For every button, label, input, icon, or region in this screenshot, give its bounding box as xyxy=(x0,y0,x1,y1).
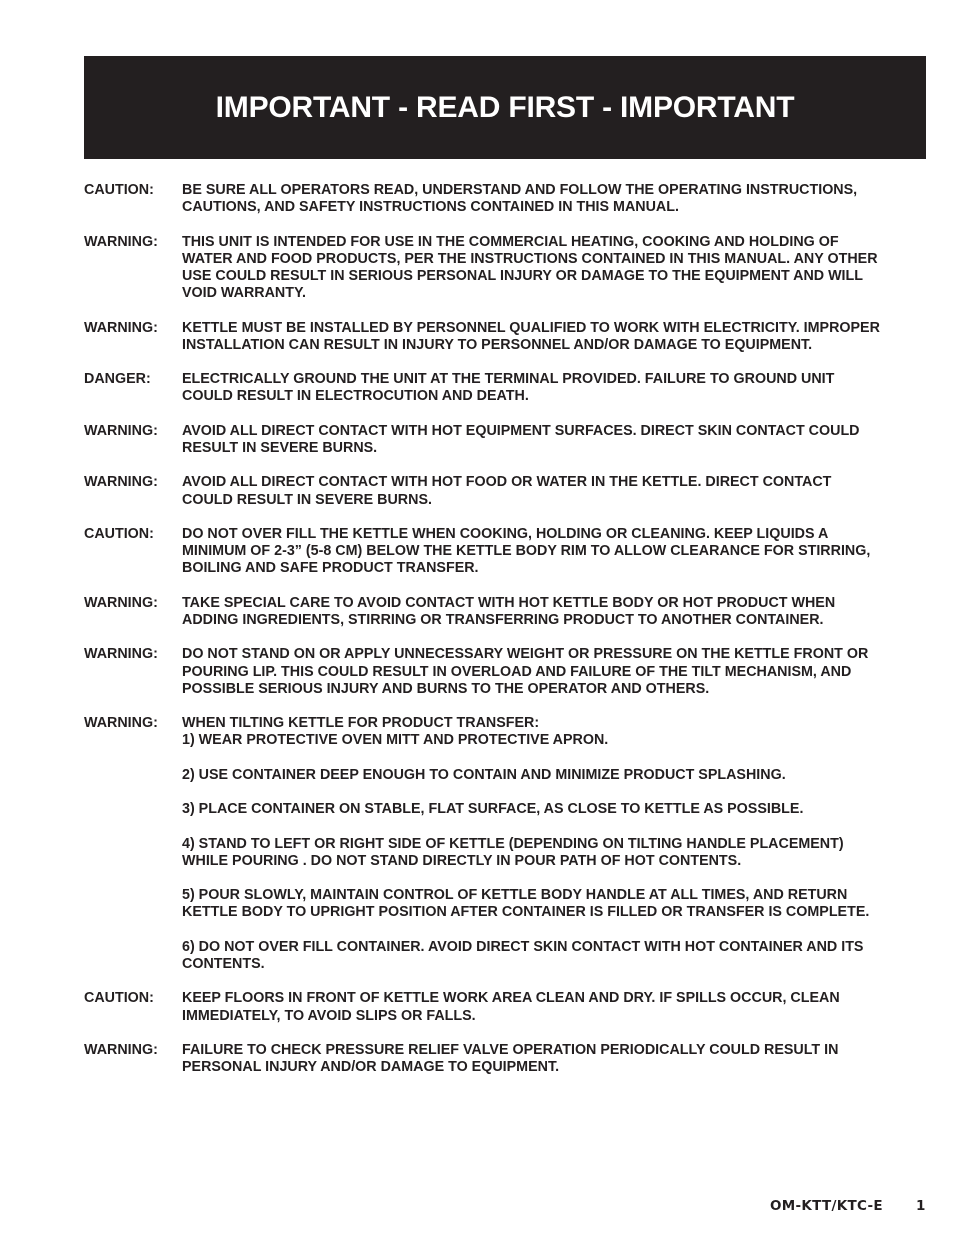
notice-text xyxy=(182,1042,926,1076)
notice-text-line: ADDING INGREDIENTS, STIRRING OR TRANSFERRING PRODUCT TO ANOTHER CONTAINER. xyxy=(182,611,824,628)
notice-label: CAUTION: xyxy=(84,990,154,1007)
notice-text-line: FAILURE TO CHECK PRESSURE RELIEF VALVE OPERATION PERIODICALLY COULD RESULT IN xyxy=(182,1041,839,1058)
notice-text xyxy=(182,182,926,216)
notice-text-line: 6) DO NOT OVER FILL CONTAINER. AVOID DIRECT SKIN CONTACT WITH HOT CONTAINER AND ITS xyxy=(182,938,864,955)
notice-text xyxy=(182,474,926,508)
safety-notice xyxy=(84,423,926,457)
page-title: IMPORTANT - READ FIRST - IMPORTANT xyxy=(215,90,795,124)
page-footer xyxy=(0,1198,954,1218)
notice-text-line: DO NOT STAND ON OR APPLY UNNECESSARY WEIGHT OR PRESSURE ON THE KETTLE FRONT OR xyxy=(182,646,869,663)
notice-text-line: INSTALLATION CAN RESULT IN INJURY TO PERSONNEL AND/OR DAMAGE TO EQUIPMENT. xyxy=(182,336,813,353)
notice-text-line: COULD RESULT IN SEVERE BURNS. xyxy=(182,491,432,508)
notice-text-line: ELECTRICALLY GROUND THE UNIT AT THE TERMINAL PROVIDED. FAILURE TO GROUND UNIT xyxy=(182,371,835,388)
safety-notice xyxy=(84,715,926,973)
notice-text-line: MINIMUM OF 2-3” (5-8 CM) BELOW THE KETTLE BODY RIM TO ALLOW CLEARANCE FOR STIRRING, xyxy=(182,543,871,560)
notice-label: WARNING: xyxy=(84,422,158,439)
notice-text xyxy=(182,715,926,973)
notice-text-line: PERSONAL INJURY AND/OR DAMAGE TO EQUIPMENT. xyxy=(182,1059,560,1076)
safety-notice xyxy=(84,1042,926,1076)
notice-text xyxy=(182,371,926,405)
safety-notice xyxy=(84,234,926,303)
notice-text xyxy=(182,990,926,1024)
notice-step xyxy=(182,767,926,784)
notice-label: CAUTION: xyxy=(84,182,154,198)
notice-label: WARNING: xyxy=(84,1041,158,1058)
notice-text-line: 2) USE CONTAINER DEEP ENOUGH TO CONTAIN AND MINIMIZE PRODUCT SPLASHING. xyxy=(182,766,786,783)
notice-text-line: VOID WARRANTY. xyxy=(182,285,306,302)
notice-text-line: CAUTIONS, AND SAFETY INSTRUCTIONS CONTAINED IN THIS MANUAL. xyxy=(182,199,679,216)
notice-label: WARNING: xyxy=(84,319,158,336)
notice-text xyxy=(182,320,926,354)
notice-text-line: WATER AND FOOD PRODUCTS, PER THE INSTRUCTIONS CONTAINED IN THIS MANUAL. ANY OTHER xyxy=(182,250,878,267)
notice-text-line: USE COULD RESULT IN SERIOUS PERSONAL INJURY OR DAMAGE TO THE EQUIPMENT AND WILL xyxy=(182,268,864,284)
notice-text-line: WHILE POURING . DO NOT STAND DIRECTLY IN POUR PATH OF HOT CONTENTS. xyxy=(182,852,742,869)
notice-text-line: CONTENTS. xyxy=(182,955,265,972)
notice-text-line: 1) WEAR PROTECTIVE OVEN MITT AND PROTECTIVE APRON. xyxy=(182,732,609,749)
page-number: 1 xyxy=(916,1198,926,1214)
safety-notice xyxy=(84,646,926,698)
notice-text-line: COULD RESULT IN ELECTROCUTION AND DEATH. xyxy=(182,388,529,405)
notice-text xyxy=(182,234,926,303)
notice-text-line: AVOID ALL DIRECT CONTACT WITH HOT EQUIPMENT SURFACES. DIRECT SKIN CONTACT COULD xyxy=(182,422,860,439)
safety-notice xyxy=(84,526,926,578)
notice-text-line: POSSIBLE SERIOUS INJURY AND BURNS TO THE OPERATOR AND OTHERS. xyxy=(182,680,710,697)
notice-step xyxy=(182,715,926,749)
notice-text-line: 3) PLACE CONTAINER ON STABLE, FLAT SURFACE, AS CLOSE TO KETTLE AS POSSIBLE. xyxy=(182,801,804,818)
notice-label: WARNING: xyxy=(84,594,158,611)
notice-text-line: AVOID ALL DIRECT CONTACT WITH HOT FOOD OR WATER IN THE KETTLE. DIRECT CONTACT xyxy=(182,474,832,491)
notice-text xyxy=(182,595,926,629)
notice-label: DANGER: xyxy=(84,371,151,388)
safety-notice-list xyxy=(84,182,926,1094)
safety-notice xyxy=(84,474,926,508)
notice-label: WARNING: xyxy=(84,233,158,250)
notice-text-line: THIS UNIT IS INTENDED FOR USE IN THE COMMERCIAL HEATING, COOKING AND HOLDING OF xyxy=(182,233,839,250)
notice-label: CAUTION: xyxy=(84,525,154,542)
notice-text xyxy=(182,526,926,578)
notice-text-line: 5) POUR SLOWLY, MAINTAIN CONTROL OF KETTLE BODY HANDLE AT ALL TIMES, AND RETURN xyxy=(182,887,848,904)
notice-step xyxy=(182,836,926,870)
notice-text-line: KETTLE BODY TO UPRIGHT POSITION AFTER CONTAINER IS FILLED OR TRANSFER IS COMPLETE. xyxy=(182,904,870,921)
notice-text-line: TAKE SPECIAL CARE TO AVOID CONTACT WITH HOT KETTLE BODY OR HOT PRODUCT WHEN xyxy=(182,594,836,611)
notice-text-line: KEEP FLOORS IN FRONT OF KETTLE WORK AREA CLEAN AND DRY. IF SPILLS OCCUR, CLEAN xyxy=(182,990,840,1007)
notice-text-line: WHEN TILTING KETTLE FOR PRODUCT TRANSFER: xyxy=(182,715,540,732)
notice-text-line: POURING LIP. THIS COULD RESULT IN OVERLOAD AND FAILURE OF THE TILT MECHANISM, AND xyxy=(182,663,852,680)
notice-text xyxy=(182,423,926,457)
notice-label: WARNING: xyxy=(84,474,158,491)
header-band xyxy=(84,56,926,159)
notice-text xyxy=(182,646,926,698)
safety-notice xyxy=(84,371,926,405)
safety-notice xyxy=(84,182,926,216)
notice-step xyxy=(182,939,926,973)
safety-notice xyxy=(84,320,926,354)
safety-notice xyxy=(84,990,926,1024)
notice-text-line: RESULT IN SEVERE BURNS. xyxy=(182,439,378,456)
notice-text-line: 4) STAND TO LEFT OR RIGHT SIDE OF KETTLE (DEPENDING ON TILTING HANDLE PLACEMENT) xyxy=(182,835,844,852)
notice-text-line: BE SURE ALL OPERATORS READ, UNDERSTAND AND FOLLOW THE OPERATING INSTRUCTIONS, xyxy=(182,182,858,198)
notice-text-line: IMMEDIATELY, TO AVOID SLIPS OR FALLS. xyxy=(182,1007,476,1024)
notice-label: WARNING: xyxy=(84,715,158,732)
notice-text-line: DO NOT OVER FILL THE KETTLE WHEN COOKING, HOLDING OR CLEANING. KEEP LIQUIDS A xyxy=(182,525,829,542)
notice-step xyxy=(182,887,926,921)
notice-label: WARNING: xyxy=(84,646,158,663)
notice-text-line: KETTLE MUST BE INSTALLED BY PERSONNEL QUALIFIED TO WORK WITH ELECTRICITY. IMPROPER xyxy=(182,319,880,336)
safety-notice xyxy=(84,595,926,629)
notice-text-line: BOILING AND SAFE PRODUCT TRANSFER. xyxy=(182,560,479,577)
document-code: OM-KTT/KTC-E xyxy=(770,1198,883,1214)
notice-step xyxy=(182,801,926,818)
